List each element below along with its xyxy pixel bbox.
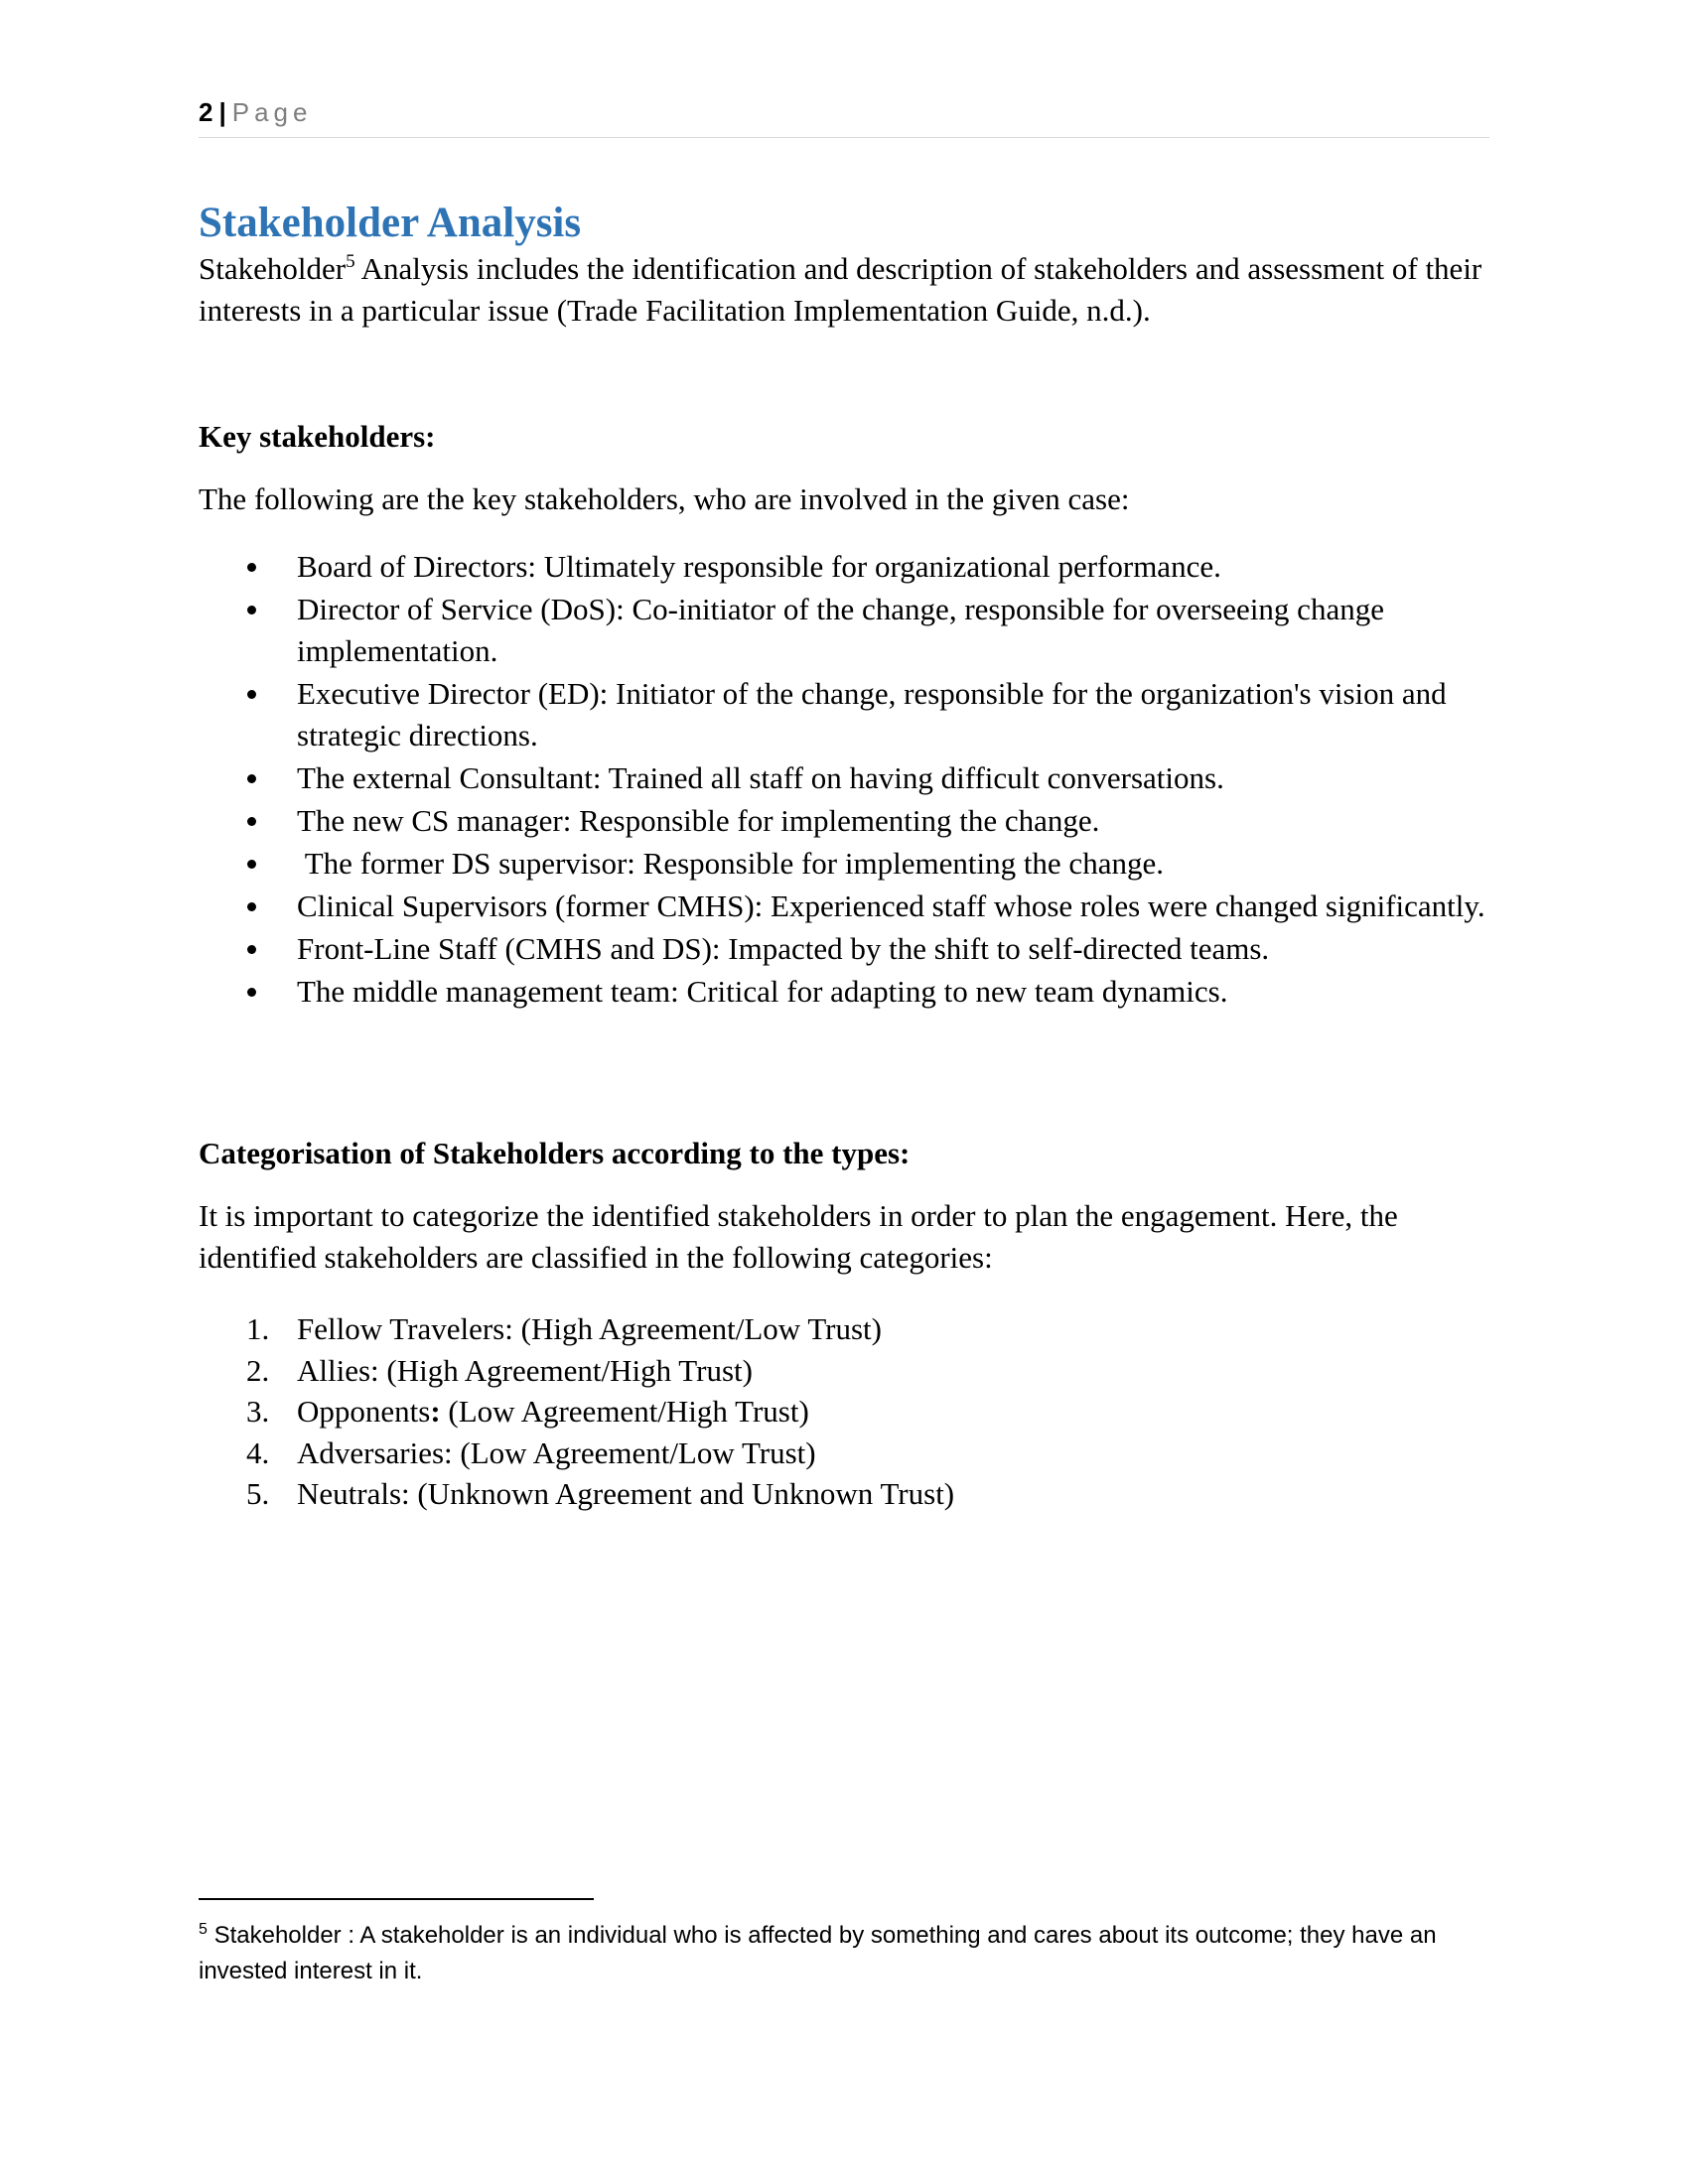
list-item: 4. Adversaries: (Low Agreement/Low Trust) — [246, 1434, 816, 1470]
bullet-icon — [247, 817, 256, 826]
bullet-icon — [247, 563, 256, 572]
list-item: The external Consultant: Trained all staff on having difficult conversations. — [199, 757, 1489, 799]
footnote-reference[interactable]: 5 — [346, 251, 355, 272]
categories-list — [199, 1308, 1489, 1515]
list-item: Director of Service (DoS): Co-initiator of the change, responsible for overseeing change implementation. — [199, 589, 1489, 672]
page-number: 2 — [199, 97, 213, 127]
list-item: The middle management team: Critical for adapting to new team dynamics. — [199, 971, 1489, 1013]
page-label: Page — [231, 97, 313, 127]
list-item: Front-Line Staff (CMHS and DS): Impacted by the shift to self-directed teams. — [199, 928, 1489, 970]
key-stakeholders-lead: The following are the key stakeholders, who are involved in the given case: — [199, 481, 1130, 516]
categorisation-lead: It is important to categorize the identified stakeholders in order to plan the engagement. Here, the identified stakeholders are classified in the following categories: — [199, 1198, 1398, 1275]
bullet-icon — [247, 988, 256, 997]
bullet-icon — [247, 690, 256, 699]
list-item: The former DS supervisor: Responsible for implementing the change. — [199, 843, 1489, 885]
bullet-icon — [247, 902, 256, 911]
categorisation-heading: Categorisation of Stakeholders according to the types: — [199, 1136, 911, 1170]
list-item: Clinical Supervisors (former CMHS): Experienced staff whose roles were changed significantly. — [199, 886, 1489, 927]
footnote-number: 5 — [199, 1921, 208, 1938]
header-separator: | — [218, 97, 226, 127]
page-header — [199, 97, 1489, 138]
list-item: 3. Opponents: (Low Agreement/High Trust) — [246, 1394, 809, 1429]
intro-word: Stakeholder — [199, 251, 347, 286]
bullet-icon — [247, 945, 256, 954]
bullet-icon — [247, 774, 256, 783]
intro-text: Analysis includes the identification and description of stakeholders and assessment of their interests in a particular issue (Trade Facilitation Implementation Guide, n.d.). — [199, 251, 1482, 328]
list-item: 2. Allies: (High Agreement/High Trust) — [246, 1352, 753, 1388]
key-stakeholders-list — [199, 546, 1489, 1014]
list-item: Executive Director (ED): Initiator of the change, responsible for the organization's vision and strategic directions. — [199, 673, 1489, 756]
list-item: 1. Fellow Travelers: (High Agreement/Low Trust) — [246, 1311, 882, 1346]
intro-paragraph — [199, 248, 1489, 332]
bullet-icon — [247, 606, 256, 614]
list-item: Board of Directors: Ultimately responsible for organizational performance. — [199, 546, 1489, 588]
footnote — [199, 1918, 1499, 1989]
footnote-text: Stakeholder : A stakeholder is an individual who is affected by something and cares about its outcome; they have an invested interest in it. — [199, 1922, 1437, 1984]
list-item: 5. Neutrals: (Unknown Agreement and Unknown Trust) — [246, 1476, 955, 1511]
page-title: Stakeholder Analysis — [199, 200, 582, 246]
key-stakeholders-heading: Key stakeholders: — [199, 419, 436, 454]
bullet-icon — [247, 860, 256, 869]
list-item: The new CS manager: Responsible for implementing the change. — [199, 800, 1489, 842]
footnote-separator — [199, 1898, 594, 1900]
